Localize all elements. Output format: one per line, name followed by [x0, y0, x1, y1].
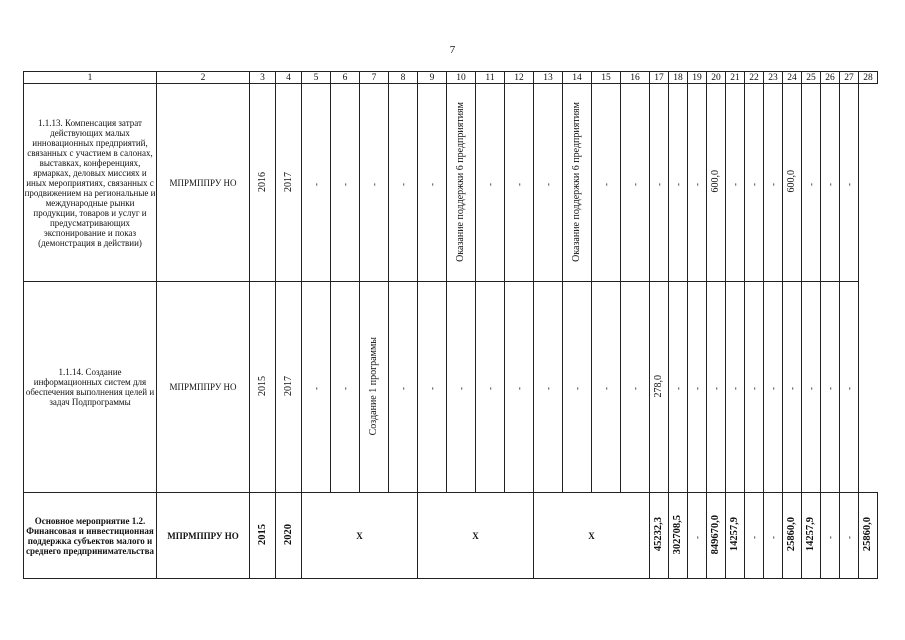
- cell-value: -: [514, 387, 524, 390]
- table-cell: [802, 282, 821, 493]
- cell-value: -: [630, 182, 640, 186]
- cell-value: -: [601, 387, 611, 390]
- cell-value: 14257,9: [729, 517, 740, 552]
- table-cell: [688, 84, 707, 282]
- column-number: 23: [764, 72, 783, 84]
- cell-value: -: [673, 387, 683, 390]
- table-cell: [250, 84, 276, 282]
- cell-value: -: [844, 535, 854, 539]
- cell-value: -: [543, 387, 553, 390]
- table-cell: [745, 282, 764, 493]
- table-cell: [650, 282, 669, 493]
- column-number: 18: [669, 72, 688, 84]
- executor: МПРМППРУ НО: [157, 84, 250, 282]
- table-cell: [745, 84, 764, 282]
- cell-value: Оказание поддержки 6 предприятиям: [571, 101, 582, 262]
- column-number: 2: [157, 72, 250, 84]
- cell-value: 2015: [256, 376, 268, 396]
- table-cell: [592, 282, 621, 493]
- x-mark: X: [302, 493, 418, 579]
- column-number: 5: [302, 72, 331, 84]
- table-cell: [726, 493, 745, 579]
- cell-value: -: [768, 182, 778, 186]
- table-cell: [563, 84, 592, 282]
- column-number: 12: [505, 72, 534, 84]
- cell-value: 2017: [282, 376, 294, 396]
- cell-value: 2016: [256, 171, 268, 192]
- cell-value: -: [749, 182, 759, 186]
- column-number: 6: [331, 72, 360, 84]
- cell-value: 45232,3: [653, 517, 664, 552]
- table-cell: [783, 493, 802, 579]
- cell-value: -: [630, 387, 640, 390]
- cell-value: 2017: [282, 171, 294, 192]
- column-number: 22: [745, 72, 764, 84]
- table-cell: [783, 84, 802, 282]
- table-cell: [505, 84, 534, 282]
- cell-value: -: [768, 535, 778, 539]
- column-number: 19: [688, 72, 707, 84]
- table-cell: [802, 493, 821, 579]
- cell-value: -: [427, 387, 437, 390]
- table-cell: [707, 282, 726, 493]
- cell-value: 278,0: [653, 374, 664, 398]
- table-cell: [764, 84, 783, 282]
- cell-value: -: [730, 387, 740, 390]
- table-cell: [688, 493, 707, 579]
- table-cell: [331, 84, 360, 282]
- column-number: 10: [447, 72, 476, 84]
- column-number: 28: [859, 72, 878, 84]
- cell-value: -: [787, 387, 797, 390]
- cell-value: -: [398, 182, 408, 186]
- table-cell: [250, 282, 276, 493]
- column-number: 21: [726, 72, 745, 84]
- table-cell: [302, 282, 331, 493]
- column-number: 16: [621, 72, 650, 84]
- table-cell: [726, 282, 745, 493]
- year-end: 2020: [282, 524, 294, 545]
- cell-value: -: [340, 182, 350, 186]
- cell-value: -: [825, 182, 835, 186]
- activity-name: 1.1.13. Компенсация затрат действующих малых инновационных предприятий, связанных с участием в салонах, выставках, конференциях, ярмарках, деловых миссиях и иных мероприятиях, связанных с продвижением на региональные и международные рынки продукции, товаров и услуг и предусматривающих экспонирование и показ (демонстрация в действии): [24, 84, 157, 282]
- cell-value: -: [485, 182, 495, 186]
- table-cell: [302, 84, 331, 282]
- table-cell: [389, 282, 418, 493]
- table-cell: [821, 282, 840, 493]
- table-row: [24, 282, 878, 493]
- x-mark: X: [534, 493, 650, 579]
- cell-value: 25860,0: [786, 517, 797, 552]
- table-cell: [764, 282, 783, 493]
- cell-value: -: [398, 387, 408, 390]
- cell-value: -: [601, 182, 611, 186]
- cell-value: -: [825, 387, 835, 390]
- cell-value: 14257,9: [805, 517, 816, 552]
- cell-value: -: [692, 535, 702, 539]
- cell-value: -: [844, 387, 854, 390]
- column-number: 7: [360, 72, 389, 84]
- cell-value: -: [673, 182, 683, 186]
- table-cell: [331, 282, 360, 493]
- table-cell: [621, 282, 650, 493]
- column-number: 1: [24, 72, 157, 84]
- table-cell: [418, 84, 447, 282]
- column-number: 14: [563, 72, 592, 84]
- cell-value: -: [730, 182, 740, 186]
- table-cell: [707, 84, 726, 282]
- cell-value: -: [311, 182, 321, 186]
- table-cell: [476, 282, 505, 493]
- cell-value: -: [768, 387, 778, 390]
- table-cell: [764, 493, 783, 579]
- executor: МПРМППРУ НО: [157, 493, 250, 579]
- table-cell: [783, 282, 802, 493]
- cell-value: -: [485, 387, 495, 390]
- year-start: 2015: [256, 524, 268, 545]
- table-row: [24, 493, 878, 579]
- cell-value: -: [514, 182, 524, 186]
- activity-name: Основное мероприятие 1.2. Финансовая и инвестиционная поддержка субъектов малого и среднего предпринимательства: [24, 493, 157, 579]
- table-cell: [447, 282, 476, 493]
- table-cell: [821, 84, 840, 282]
- column-number: 11: [476, 72, 505, 84]
- column-number: 20: [707, 72, 726, 84]
- cell-value: -: [711, 387, 721, 390]
- column-number: 26: [821, 72, 840, 84]
- column-number-row: [24, 72, 878, 84]
- cell-value: -: [654, 182, 664, 186]
- cell-value: 600,0: [710, 170, 721, 193]
- cell-value: -: [692, 387, 702, 390]
- cell-value: -: [369, 182, 379, 186]
- column-number: 24: [783, 72, 802, 84]
- table-cell: [389, 84, 418, 282]
- executor: МПРМППРУ НО: [157, 282, 250, 493]
- table-cell: [688, 282, 707, 493]
- table-cell: [840, 84, 859, 282]
- cell-value: -: [844, 182, 854, 186]
- table-cell: [669, 282, 688, 493]
- table-cell: [563, 282, 592, 493]
- cell-value: -: [749, 387, 759, 390]
- cell-value: Оказание поддержки 6 предприятиям: [455, 101, 466, 262]
- year-start-cell: [250, 493, 276, 579]
- column-number: 9: [418, 72, 447, 84]
- table-cell: [669, 493, 688, 579]
- cell-value: 25860,0: [862, 517, 873, 552]
- table-cell: [534, 84, 563, 282]
- cell-value: 600,0: [786, 170, 797, 193]
- cell-value: 849670,0: [710, 514, 721, 555]
- table-row: [24, 84, 878, 282]
- table-cell: [534, 282, 563, 493]
- cell-value: -: [340, 387, 350, 390]
- table-cell: [447, 84, 476, 282]
- x-mark: X: [418, 493, 534, 579]
- cell-value: -: [311, 387, 321, 390]
- activities-table: [23, 71, 878, 579]
- cell-value: -: [825, 535, 835, 539]
- column-number: 15: [592, 72, 621, 84]
- table-cell: [650, 493, 669, 579]
- column-number: 25: [802, 72, 821, 84]
- column-number: 17: [650, 72, 669, 84]
- column-number: 4: [276, 72, 302, 84]
- table-cell: [840, 493, 859, 579]
- table-cell: [726, 84, 745, 282]
- table-cell: [707, 493, 726, 579]
- cell-value: -: [749, 535, 759, 539]
- cell-value: -: [806, 182, 816, 186]
- table-cell: [802, 84, 821, 282]
- table-cell: [276, 282, 302, 493]
- cell-value: Создание 1 программы: [368, 336, 379, 436]
- cell-value: 302708,5: [672, 514, 683, 555]
- table-cell: [276, 84, 302, 282]
- cell-value: -: [692, 182, 702, 186]
- table-cell: [821, 493, 840, 579]
- cell-value: -: [427, 182, 437, 186]
- column-number: 27: [840, 72, 859, 84]
- cell-value: -: [572, 387, 582, 390]
- table-cell: [592, 84, 621, 282]
- column-number: 3: [250, 72, 276, 84]
- cell-value: -: [806, 387, 816, 390]
- table-cell: [621, 84, 650, 282]
- year-end-cell: [276, 493, 302, 579]
- table-cell: [859, 493, 878, 579]
- table-cell: [476, 84, 505, 282]
- cell-value: -: [456, 387, 466, 390]
- table-cell: [669, 84, 688, 282]
- table-cell: [650, 84, 669, 282]
- activity-name: 1.1.14. Создание информационных систем для обеспечения выполнения целей и задач Подпрограммы: [24, 282, 157, 493]
- column-number: 13: [534, 72, 563, 84]
- page-number: 7: [449, 44, 456, 56]
- column-number: 8: [389, 72, 418, 84]
- table-cell: [505, 282, 534, 493]
- cell-value: -: [543, 182, 553, 186]
- table-cell: [360, 84, 389, 282]
- table-cell: [745, 493, 764, 579]
- table-cell: [360, 282, 389, 493]
- table-cell: [840, 282, 859, 493]
- table-cell: [418, 282, 447, 493]
